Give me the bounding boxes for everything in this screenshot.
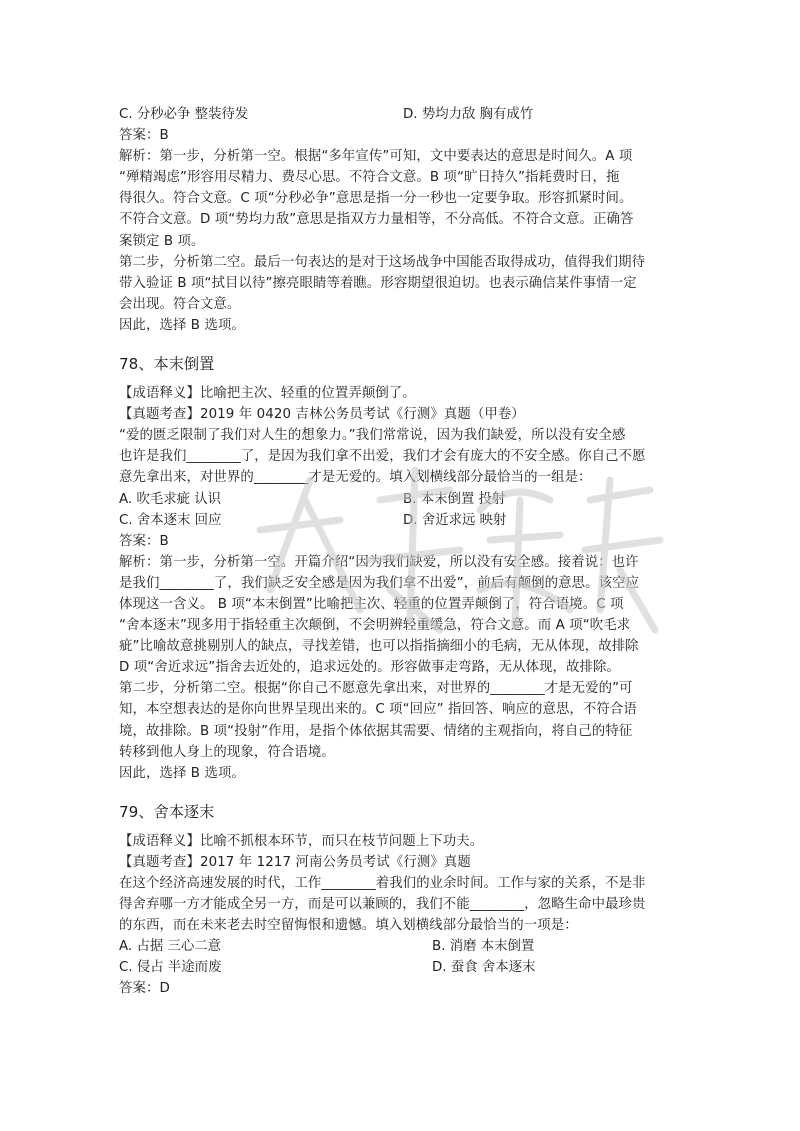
- analysis-line: 知，本空想表达的是你向世界呈现出来的。C 项“回应” 指回答、响应的意思，不符合语: [119, 702, 637, 718]
- idiom-definition: 【成语释义】比喻把主次、轻重的位置弄颠倒了。: [119, 386, 416, 402]
- option-a: A. 占据 三心二意: [119, 939, 222, 955]
- option-a: A. 吹毛求疵 认识: [119, 491, 222, 507]
- analysis-line: 因此，选择 B 选项。: [119, 765, 245, 781]
- question-line: 在这个经济高速发展的时代，工作________着我们的业余时间。工作与家的关系，不是非: [119, 876, 646, 891]
- option-d: D. 蚕食 舍本逐末: [432, 960, 536, 976]
- analysis-line: 体现这一含义。 B 项“本末倒置”比喻把主次、轻重的位置弄颠倒了，符合语境。C 项: [119, 596, 624, 612]
- exam-source: 【真题考查】2017 年 1217 河南公务员考试《行测》真题: [119, 854, 471, 870]
- analysis-line: 第二步，分析第二空。根据“你自己不愿意先拿出来，对世界的________才是无爱的”可: [119, 681, 633, 697]
- analysis-line: 境，故排除。B 项“投射”作用，是指个体依据其需要、情绪的主观指向，将自己的特征: [119, 723, 633, 739]
- question-line: 得舍弃哪一方才能成全另一方，而是可以兼顾的，我们不能________，忽略生命中最珍贵: [119, 897, 646, 913]
- question-line: 意先拿出来，对世界的________才是无爱的。填入划横线部分最恰当的一组是：: [119, 470, 592, 486]
- analysis-line: “殚精竭虑”形容用尽精力、费尽心思。不符合文意。B 项“旷日持久”指耗费时日，拖: [119, 170, 620, 186]
- question-line: 也许是我们________了，是因为我们拿不出爱，我们才会有庞大的不安全感。你自己不愿: [119, 449, 646, 465]
- analysis-line: 因此，选择 B 选项。: [119, 317, 245, 333]
- analysis-line: D 项“舍近求远”指舍去近处的，追求远处的。形容做事走弯路，无从体现，故排除。: [119, 660, 621, 676]
- answer: 答案：B: [119, 533, 169, 549]
- analysis-line: 得很久。符合文意。C 项“分秒必争”意思是指一分一秒也一定要争取。形容抓紧时间。: [119, 191, 633, 207]
- options-row-cd: [119, 104, 689, 125]
- option-c: C. 舍本逐末 回应: [119, 512, 222, 528]
- answer: 答案：D: [119, 981, 170, 997]
- question-line: “爱的匮乏限制了我们对人生的想象力。”我们常常说，因为我们缺爱，所以没有安全感: [119, 428, 626, 444]
- analysis-line: 转移到他人身上的现象，符合语境。: [119, 744, 335, 760]
- analysis-line: 疵”比喻故意挑剔别人的缺点，寻找差错，也可以指指摘细小的毛病，无从体现，故排除: [119, 639, 639, 655]
- option-b: B. 本末倒置 投射: [403, 491, 506, 507]
- options-row-cd: [119, 957, 689, 978]
- option-d: D. 舍近求远 映射: [403, 512, 507, 528]
- exam-source: 【真题考查】2019 年 0420 吉林公务员考试《行测》真题（甲卷）: [119, 407, 525, 423]
- option-d: D. 势均力敌 胸有成竹: [403, 107, 534, 122]
- option-c: C. 侵占 半途而废: [119, 960, 222, 976]
- analysis-line: 不符合文意。D 项“势均力敌”意思是指双方力量相等，不分高低。不符合文意。正确答: [119, 212, 634, 228]
- document-page: [119, 104, 689, 1000]
- section-heading: 78、本末倒置: [119, 355, 215, 374]
- analysis-line: 带入验证 B 项“拭目以待”擦亮眼睛等着瞧。形容期望很迫切。也表示确信某件事情一定: [119, 275, 637, 291]
- analysis-line: 解析：第一步，分析第一空。开篇介绍“因为我们缺爱，所以没有安全感。接着说：也许: [119, 554, 639, 570]
- analysis-line: 解析：第一步，分析第一空。根据“多年宣传”可知，文中要表达的意思是时间久。A 项: [119, 149, 633, 165]
- analysis-line: 第二步，分析第二空。最后一句表达的是对于这场战争中国能否取得成功，值得我们期待: [119, 254, 646, 270]
- section-heading: 79、舍本逐末: [119, 802, 215, 821]
- options-row-ab: [119, 489, 689, 510]
- analysis-line: 会出现。符合文意。: [119, 296, 241, 312]
- option-c: C. 分秒必争 整装待发: [119, 107, 249, 122]
- options-row-ab: [119, 936, 689, 957]
- analysis-line: 案锁定 B 项。: [119, 233, 205, 249]
- analysis-line: “舍本逐末”现多用于指轻重主次颠倒，不会明辨轻重缓急，符合文意。而 A 项“吹毛求: [119, 618, 631, 634]
- analysis-line: 是我们________了，我们缺乏安全感是因为我们拿不出爱”，前后有颠倒的意思。该空应: [119, 575, 640, 591]
- answer: 答案：B: [119, 128, 169, 144]
- options-row-cd: [119, 510, 689, 531]
- question-line: 的东西，而在未来老去时空留悔恨和遗憾。填入划横线部分最恰当的一项是：: [119, 918, 578, 934]
- idiom-definition: 【成语释义】比喻不抓根本环节，而只在枝节问题上下功夫。: [119, 833, 484, 849]
- option-b: B. 消磨 本末倒置: [432, 939, 535, 955]
